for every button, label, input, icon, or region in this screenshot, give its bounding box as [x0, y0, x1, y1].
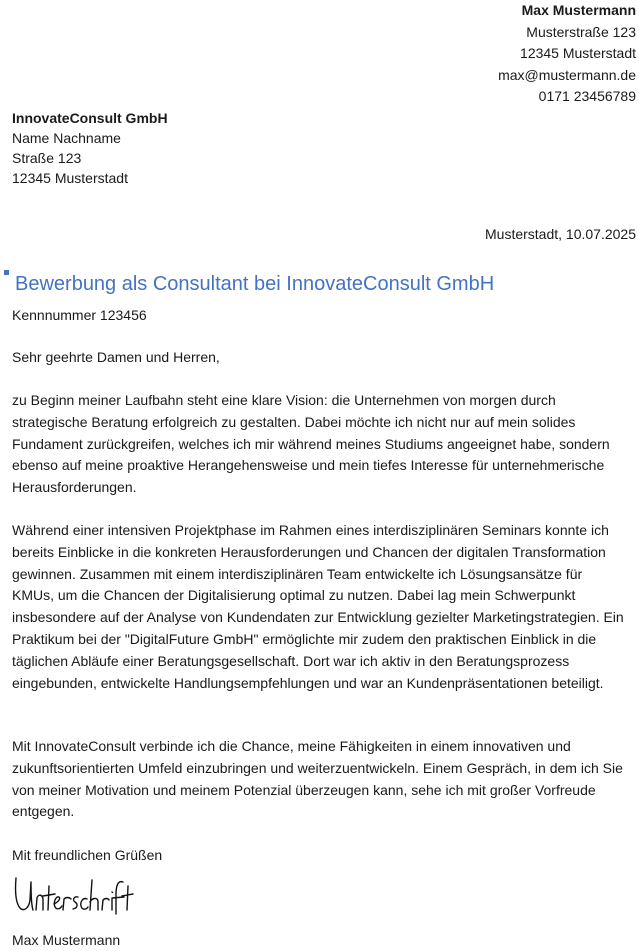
sender-name: Max Mustermann	[521, 2, 636, 18]
body-paragraph-1: zu Beginn meiner Laufbahn steht eine klare Vision: die Unternehmen von morgen durch strategische Beratung erfolgreich zu gestalten. Dabei möchte ich nicht nur auf mein solides Fundament zurückgreifen, welches ich mir während meines Studiums angeeignet habe, sondern ebenso auf meine proaktive Herangehensweise und mein tiefes Interesse für unternehmerische Herausforderungen.	[12, 392, 610, 496]
closing-phrase: Mit freundlichen Grüßen	[12, 847, 163, 863]
recipient-contact: Name Nachname	[12, 130, 121, 146]
reference-number: Kennnummer 123456	[12, 307, 147, 323]
sender-phone: 0171 23456789	[538, 88, 636, 104]
sender-street: Musterstraße 123	[526, 23, 636, 40]
signer-name: Max Mustermann	[12, 932, 121, 948]
handwritten-signature	[12, 872, 134, 916]
recipient-street: Straße 123	[12, 150, 82, 166]
recipient-city: 12345 Musterstadt	[12, 170, 128, 186]
body-paragraph-3: Mit InnovateConsult verbinde ich die Chance, meine Fähigkeiten in einem innovativen und zukunftsorientierten Umfeld einzubringen und weiterzuentwickeln. Einem Gespräch, in dem ich Sie von meiner Motivation und meinem Potenzial überzeugen kann, sehe ich mit großer Vorfreude entgegen.	[12, 738, 623, 820]
recipient-address-block	[12, 108, 168, 188]
sender-email: max@mustermann.de	[498, 66, 636, 83]
heading-marker-icon	[4, 270, 9, 275]
letter-subject: Bewerbung als Consultant bei InnovateConsult GmbH	[15, 273, 495, 295]
body-paragraph-2: Während einer intensiven Projektphase im Rahmen eines interdisziplinären Seminars konnte ich bereits Einblicke in die konkreten Herausforderungen und Chancen der digitalen Transformation gewinnen. Zusammen mit einem interdisziplinären Team entwickelte ich Lösungsansätze für KMUs, um die Chancen der Digitalisierung optimal zu nutzen. Dabei lag mein Schwerpunkt insbesondere auf der Analyse von Kundendaten zur Entwicklung gezielter Marketingstrategien. Ein Praktikum bei der "DigitalFuture GmbH" ermöglichte mir zudem den praktischen Einblick in die täglichen Abläufe einer Beratungsgesellschaft. Dort war ich aktiv in den Beratungsprozess eingebunden, entwickelte Handlungsempfehlungen und war an Kundenpräsentationen beteiligt.	[12, 522, 624, 691]
salutation: Sehr geehrte Damen und Herren,	[12, 349, 220, 365]
letter-date: Musterstadt, 10.07.2025	[485, 226, 636, 242]
sender-city: 12345 Musterstadt	[520, 45, 636, 61]
recipient-company: InnovateConsult GmbH	[12, 110, 168, 126]
sender-address-block	[498, 0, 636, 108]
